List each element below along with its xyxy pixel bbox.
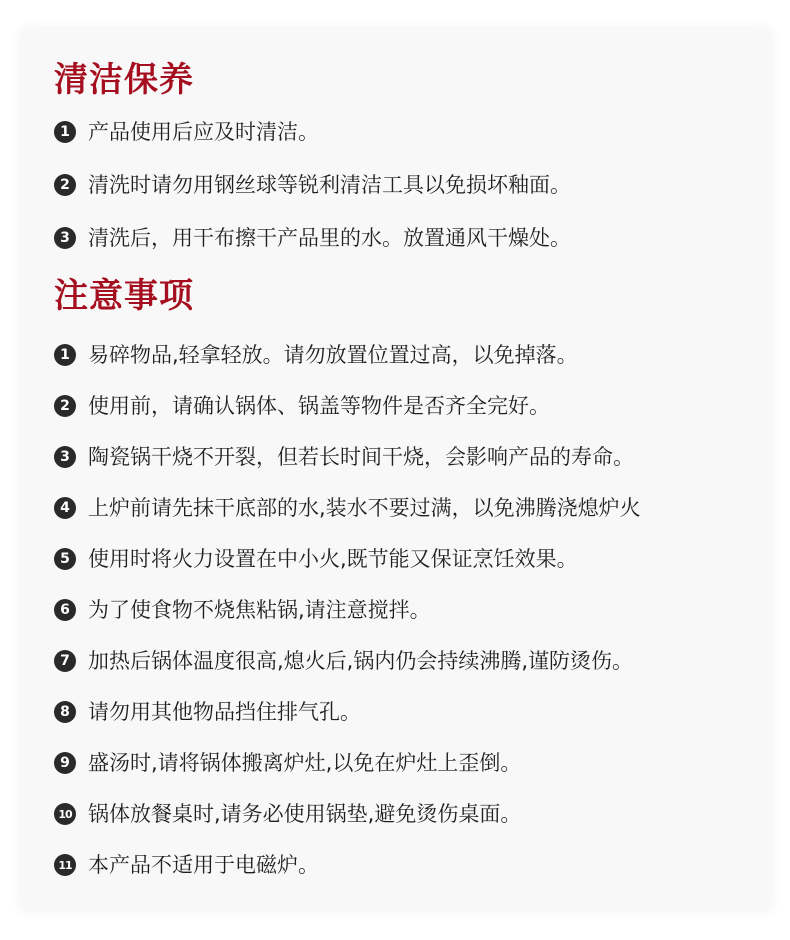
number-badge: 1: [54, 344, 76, 366]
section-title-precautions: 注意事项: [54, 276, 194, 316]
list-item: [54, 748, 521, 778]
number-badge: 3: [54, 227, 76, 249]
list-item-text: 陶瓷锅干烧不开裂，但若长时间干烧，会影响产品的寿命。: [88, 445, 634, 469]
list-item-text: 上炉前请先抹干底部的水,装水不要过满，以免沸腾浇熄炉火: [88, 496, 641, 520]
list-item-text: 请勿用其他物品挡住排气孔。: [88, 700, 361, 724]
list-item: [54, 697, 361, 727]
list-item-text: 锅体放餐桌时,请务必使用锅垫,避免烫伤桌面。: [88, 802, 522, 826]
list-item-text: 盛汤时,请将锅体搬离炉灶,以免在炉灶上歪倒。: [88, 751, 522, 775]
list-item-text: 使用时将火力设置在中小火,既节能又保证烹饪效果。: [88, 547, 578, 571]
list-item: [54, 340, 578, 370]
number-badge: 2: [54, 395, 76, 417]
list-item-text: 易碎物品,轻拿轻放。请勿放置位置过高，以免掉落。: [88, 343, 578, 367]
number-badge: 9: [54, 752, 76, 774]
list-item: [54, 850, 319, 880]
number-badge: 10: [54, 803, 76, 825]
number-badge: 7: [54, 650, 76, 672]
list-item: [54, 544, 578, 574]
list-item: [54, 595, 431, 625]
list-item: [54, 493, 641, 523]
list-item-text: 使用前，请确认锅体、锅盖等物件是否齐全完好。: [88, 394, 550, 418]
number-badge: 6: [54, 599, 76, 621]
list-item-text: 产品使用后应及时清洁。: [88, 120, 319, 144]
list-item-text: 加热后锅体温度很高,熄火后,锅内仍会持续沸腾,谨防烫伤。: [88, 649, 634, 673]
list-item: [54, 223, 571, 253]
list-item-text: 清洗时请勿用钢丝球等锐利清洁工具以免损坏釉面。: [88, 173, 571, 197]
number-badge: 2: [54, 174, 76, 196]
list-item-text: 清洗后，用干布擦干产品里的水。放置通风干燥处。: [88, 226, 571, 250]
number-badge: 4: [54, 497, 76, 519]
list-item-text: 为了使食物不烧焦粘锅,请注意搅拌。: [88, 598, 431, 622]
number-badge: 5: [54, 548, 76, 570]
section-title-cleaning: 清洁保养: [54, 60, 194, 100]
number-badge: 3: [54, 446, 76, 468]
list-item: [54, 442, 634, 472]
list-item: [54, 646, 633, 676]
list-item: [54, 799, 521, 829]
list-item: [54, 170, 571, 200]
number-badge: 8: [54, 701, 76, 723]
number-badge: 1: [54, 121, 76, 143]
list-item: [54, 117, 319, 147]
list-item: [54, 391, 550, 421]
list-item-text: 本产品不适用于电磁炉。: [88, 853, 319, 877]
number-badge: 11: [54, 854, 76, 876]
